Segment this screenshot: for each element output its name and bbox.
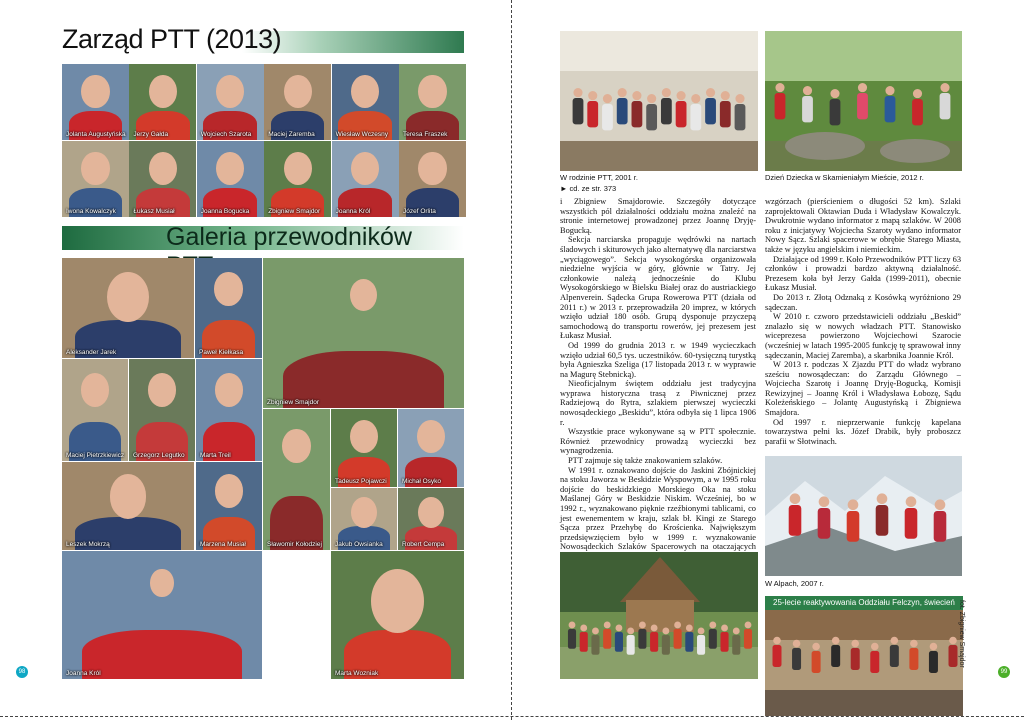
portrait-caption: Jerzy Gałda <box>133 131 169 138</box>
group-person-head <box>910 640 918 648</box>
board-title <box>62 24 464 55</box>
photo-alps <box>765 456 962 576</box>
group-person-head <box>803 86 812 95</box>
portrait-head <box>350 420 378 453</box>
group-person-head <box>706 88 715 97</box>
group-person-head <box>848 499 859 510</box>
portrait-head <box>418 152 446 186</box>
portrait-caption: Paweł Kiełkasa <box>199 349 244 356</box>
portrait-head <box>214 272 242 306</box>
portrait-head <box>418 75 446 109</box>
continued-reference: ► cd. ze str. 373 <box>560 184 617 193</box>
group-person-head <box>604 622 611 629</box>
portrait-caption: Łukasz Musiał <box>133 208 175 215</box>
group-person <box>602 104 613 130</box>
group-person <box>603 629 611 649</box>
group-person-head <box>851 640 859 648</box>
group-person <box>580 632 588 652</box>
paragraph: Od 1997 r. nieprzerwanie funkcję kapelana towarzystwa pełni ks. Józef Drabik, były proboszcz parafii w Słotwinach. <box>765 417 961 446</box>
guide-portrait <box>129 64 196 140</box>
group-person <box>949 645 958 667</box>
group-person <box>705 98 716 124</box>
guide-portrait <box>264 64 331 140</box>
text-column-1 <box>560 197 756 562</box>
portrait-caption: Leszek Mokrzą <box>66 541 110 548</box>
group-person-head <box>949 637 957 645</box>
continued-reference-text: cd. ze str. 373 <box>569 184 617 193</box>
group-person-head <box>793 640 801 648</box>
group-person-head <box>935 499 946 510</box>
portrait-caption: Iwona Kowalczyk <box>66 208 116 215</box>
portrait-head <box>150 569 173 597</box>
guide-portrait <box>264 141 331 217</box>
group-person-head <box>721 625 728 632</box>
portrait-caption: Grzegorz Legutko <box>133 452 185 459</box>
group-person-head <box>691 94 700 103</box>
group-person <box>909 648 918 670</box>
group-person <box>876 505 889 536</box>
guide-portrait <box>196 462 262 550</box>
group-person <box>851 648 860 670</box>
caption-childrens-day: Dzień Dziecka w Skamieniałym Mieście, 2012 r. <box>765 173 924 182</box>
paragraph: Nieoficjalnym świętem oddziału jest tradycyjna wyprawa historyczna trasą z Piwnicznej przez Radziejową do Rytra, szlakiem pierwszej wycieczki nowosądeckiego „Beskidu”, która odbyła się 1 lipca 1906 r. <box>560 379 756 427</box>
portrait-caption: Michał Osyko <box>402 478 442 485</box>
group-person-head <box>569 622 576 629</box>
group-person <box>830 99 841 125</box>
portrait-head <box>350 279 377 311</box>
group-person-head <box>580 625 587 632</box>
group-person-head <box>627 628 634 635</box>
group-person <box>615 632 623 652</box>
paragraph: Do 2013 r. Złotą Odznaką z Kosówką wyróżniono 29 sądeczan. <box>765 292 961 312</box>
group-person-head <box>592 628 599 635</box>
group-person <box>720 101 731 127</box>
group-person-head <box>913 89 922 98</box>
group-person <box>697 635 705 655</box>
portrait-head <box>215 474 243 507</box>
group-person-head <box>819 496 830 507</box>
portrait-caption: Wojciech Szarota <box>200 131 252 138</box>
group-person-head <box>858 83 867 92</box>
group-person-head <box>885 86 894 95</box>
portrait-caption: Tadeusz Pojawczi <box>335 478 387 485</box>
gallery-title-text: Galeria przewodników <box>166 223 412 251</box>
portrait-caption: Jakub Owsianka <box>335 541 383 548</box>
group-person <box>650 632 658 652</box>
paragraph: W 1991 r. oznakowano dojście do Jaskini Zbójnickiej na stoku Jaworza w Beskidzie Wyspowym, a w 1995 roku dojście do beskidzkiego Morskiego Oka na stoku Maślanej Góry w Beskidzie Niskim. Wcześniej, bo w 1992 r., wyznakowano pięknie rzeźbionymi tablicami, co jest ewenementem w kraju, szlak bł. Kingi ze Starego Sącza przez Przehybę do Krościenka. Największym przedsięwzięciem było w 1999 r. wyznakowanie Nowosądeckich Szlaków Spacerowych na otaczających <box>560 465 756 552</box>
portrait-caption: Robert Cempa <box>402 541 445 548</box>
portrait-head <box>81 152 109 186</box>
portrait-head <box>216 152 244 186</box>
group-person-head <box>906 496 917 507</box>
group-person-head <box>790 493 801 504</box>
group-person <box>775 93 786 119</box>
portrait-body <box>82 630 242 679</box>
guide-portrait <box>263 258 464 408</box>
group-person-head <box>877 493 888 504</box>
group-person <box>905 508 918 539</box>
group-person <box>735 104 746 130</box>
portrait-head <box>371 569 425 634</box>
group-person <box>773 645 782 667</box>
group-person <box>912 99 923 125</box>
group-person-head <box>735 94 744 103</box>
group-person <box>674 629 682 649</box>
group-person <box>857 93 868 119</box>
group-person-head <box>891 637 899 645</box>
anniversary-caption-bar: 25-lecie reaktywowania Oddziału Felczyn, świecień <box>765 596 963 610</box>
group-person-head <box>662 88 671 97</box>
group-person <box>632 101 643 127</box>
photo-anniversary <box>765 610 963 716</box>
portrait-head <box>81 75 109 109</box>
portrait-caption: Józef Orlita <box>403 208 436 215</box>
portrait-caption: Maciej Zaremba <box>268 131 315 138</box>
paragraph: Sekcja narciarska propaguje wędrówki na nartach śladowych i skiturowych jako alternatywę dla narciarstwa „wyciągowego”. Sekcja wysokogórska organizowała niedzielne wyjścia w góry, głównie w Tatry. Jej członkowie należą jednocześnie do Klubu Wysokogórskiego w Bielsku Białej oraz do austriackiego Alpenverein. Sądecka Grupa Rowerowa PTT (działa od 2011 r.) w 2013 r. przeprowadziła 20 imprez, w których wzięło udział 180 osób. Grupą dysponuje przyczepą samochodową do transportu rowerów, jej prezesem jest Łukasz Musiał. <box>560 235 756 341</box>
group-person <box>690 104 701 130</box>
group-person-head <box>940 83 949 92</box>
group-person <box>802 96 813 122</box>
portrait-caption: Teresa Fraszek <box>403 131 448 138</box>
group-person <box>934 511 947 542</box>
guide-portrait <box>129 141 196 217</box>
group-person <box>732 635 740 655</box>
group-person <box>792 648 801 670</box>
guide-portrait <box>332 141 399 217</box>
portrait-caption: Marta Treil <box>200 452 231 459</box>
group-person-head <box>830 89 839 98</box>
paragraph: W 2013 r. podczas X Zjazdu PTT do władz wybrano sześciu nowosądeczan: do Zarządu Głównego – Wojciecha Szarotę i Joannę Dryję-Bogucką, Komisji Rewizyjnej – Joannę Król i Władysława Łobozę, Sądu Koleżeńskiego – Jolantę Augustyńską i Zbigniewa Smajdora. <box>765 360 961 418</box>
group-person-head <box>930 643 938 651</box>
guide-portrait <box>331 488 397 550</box>
portrait-caption: Marzena Musiał <box>200 541 246 548</box>
group-person <box>744 629 752 649</box>
guide-portrait <box>197 141 264 217</box>
group-person-head <box>603 94 612 103</box>
paragraph: W 2010 r. czworo przedstawicieli oddziału „Beskid” znalazło się w nowych władzach PTT. Stanowisko wiceprezesa powierzono Wojciechowi Szarocie (wcześniej w latach 1995-2005 funkcję tę sprawował inny sądeczanin, Maciej Zaremba), a skarbnika Joannie Król. <box>765 312 961 360</box>
group-person-head <box>651 625 658 632</box>
group-person-head <box>812 643 820 651</box>
guide-portrait <box>62 462 194 550</box>
portrait-caption: Jolanta Augustyńska <box>66 131 126 138</box>
group-person-head <box>871 643 879 651</box>
portrait-head <box>351 75 379 109</box>
group-person <box>573 98 584 124</box>
group-person-head <box>677 91 686 100</box>
group-person-head <box>674 622 681 629</box>
group-person-head <box>618 88 627 97</box>
group-person-head <box>639 622 646 629</box>
portrait-head <box>148 373 176 406</box>
board-title-text: Zarząd PTT (2013) <box>62 24 282 54</box>
group-person-head <box>721 91 730 100</box>
portrait-head <box>351 497 377 528</box>
group-person-head <box>632 91 641 100</box>
group-person <box>568 629 576 649</box>
portrait-caption: Wiesław Wczesny <box>335 131 388 138</box>
portrait-caption: Joanna Król <box>335 208 371 215</box>
portrait-head <box>284 152 312 186</box>
portrait-head <box>351 152 379 186</box>
caption-ptt-family: W rodzinie PTT, 2001 r. <box>560 173 638 182</box>
portrait-head <box>81 373 109 406</box>
group-person <box>661 98 672 124</box>
portrait-head <box>149 75 177 109</box>
photo-ptt-family <box>560 31 758 171</box>
group-person <box>662 635 670 655</box>
portrait-caption: Sławomir Kołodziej <box>267 541 322 548</box>
guide-portrait <box>62 359 128 461</box>
paragraph: Od 1999 do grudnia 2013 r. w 1949 wycieczkach wzięło udział 60,5 tys. uczestników. 60-tysięczną turystką była Agnieszka Szeliga (17 listopada 2013 r. w wyprawie na Magurę Stebnicką). <box>560 340 756 379</box>
guide-portrait <box>62 551 262 679</box>
group-person <box>890 645 899 667</box>
group-person <box>812 651 821 673</box>
group-person <box>591 635 599 655</box>
paragraph: i Zbigniew Smajdorowie. Szczegóły dotyczące wszystkich pól działalności oddziału można znaleźć na stronie internetowej prowadzonej przez Joannę Dryję-Bogucką. <box>560 197 756 235</box>
group-person-head <box>775 83 784 92</box>
group-person-head <box>709 622 716 629</box>
group-person <box>870 651 879 673</box>
group-person <box>617 98 628 124</box>
group-person <box>685 632 693 652</box>
portrait-head <box>110 474 147 518</box>
group-person <box>709 629 717 649</box>
portrait-head <box>418 497 444 528</box>
guide-portrait <box>195 258 262 358</box>
group-person <box>831 645 840 667</box>
group-person-head <box>647 94 656 103</box>
paragraph: Wszystkie prace wykonywane są w PTT społecznie. Również przewodnicy prowadzą wycieczki bez wynagrodzenia. <box>560 427 756 456</box>
portrait-caption: Zbigniew Smajdor <box>267 399 320 406</box>
group-person <box>847 511 860 542</box>
photo-childrens-day <box>765 31 962 171</box>
guide-portrait <box>332 64 399 140</box>
text-column-2 <box>765 197 961 446</box>
group-person-head <box>733 628 740 635</box>
guide-portrait <box>399 64 466 140</box>
page-trim-line <box>0 716 1024 717</box>
portrait-head <box>417 420 445 453</box>
group-person <box>638 629 646 649</box>
group-person-head <box>588 91 597 100</box>
group-person-head <box>616 625 623 632</box>
photo-credit: fot. Zbigniew Smajdor <box>958 600 965 668</box>
group-person <box>885 96 896 122</box>
guide-portrait <box>197 64 264 140</box>
page-number-left: 98 <box>16 666 28 678</box>
portrait-caption: Zbigniew Smajdor <box>268 208 321 215</box>
paragraph: Działające od 1999 r. Koło Przewodników PTT liczy 63 członków i prowadzi bardzo aktywną działalność. Prezesem koła był Jerzy Gałda (1999-2011), obecnie Łukasz Musiał. <box>765 254 962 293</box>
group-person-head <box>745 622 752 629</box>
group-person-head <box>773 637 781 645</box>
guide-portrait <box>62 64 129 140</box>
photo-hut-group <box>560 552 758 679</box>
group-person <box>587 101 598 127</box>
group-person <box>720 632 728 652</box>
group-person-head <box>686 625 693 632</box>
guide-portrait <box>398 488 464 550</box>
group-person-head <box>832 637 840 645</box>
portrait-caption: Maciej Pietrzkiewicz <box>66 452 125 459</box>
guide-portrait <box>331 409 397 487</box>
group-person <box>676 101 687 127</box>
portrait-head <box>282 429 310 463</box>
portrait-head <box>216 75 244 109</box>
group-person-head <box>698 628 705 635</box>
group-person <box>789 505 802 536</box>
portrait-caption: Joanna Król <box>66 670 101 677</box>
page-number-right: 99 <box>998 666 1010 678</box>
group-person <box>929 651 938 673</box>
portrait-caption: Joanna Bogucka <box>200 208 250 215</box>
group-person <box>627 635 635 655</box>
guide-portrait <box>398 409 464 487</box>
group-person <box>940 93 951 119</box>
guide-portrait <box>399 141 466 217</box>
guide-portrait <box>129 359 195 461</box>
group-person <box>646 104 657 130</box>
guide-portrait <box>62 141 129 217</box>
portrait-head <box>107 272 149 322</box>
gallery-title <box>62 224 464 252</box>
portrait-caption: Marta Wozniak <box>335 670 379 677</box>
group-person-head <box>662 628 669 635</box>
portrait-head <box>284 75 312 109</box>
portrait-head <box>215 373 243 406</box>
guide-portrait <box>331 551 464 679</box>
paragraph: PTT zajmuje się także znakowaniem szlaków. <box>568 456 723 466</box>
guide-portrait <box>62 258 194 358</box>
portrait-caption: Aleksander Jarek <box>66 349 117 356</box>
guide-portrait <box>196 359 262 461</box>
caption-alps: W Alpach, 2007 r. <box>765 579 824 588</box>
portrait-head <box>149 152 177 186</box>
guide-portrait <box>263 409 330 550</box>
group-person-head <box>573 88 582 97</box>
paragraph: wzgórzach (pierścieniem o długości 52 km). Szlaki zaprojektowali Oktawian Duda i Władysław Kowalczyk. Dwukrotnie wydano informator z mapą szlaków. W 2008 roku z inicjatywy Wojciecha Szaroty wydano informator Nowy Sącz. Szlaki spacerowe w obrębie Starego Miasta, także w języku angielskim i niemieckim. <box>765 197 961 254</box>
group-person <box>818 508 831 539</box>
